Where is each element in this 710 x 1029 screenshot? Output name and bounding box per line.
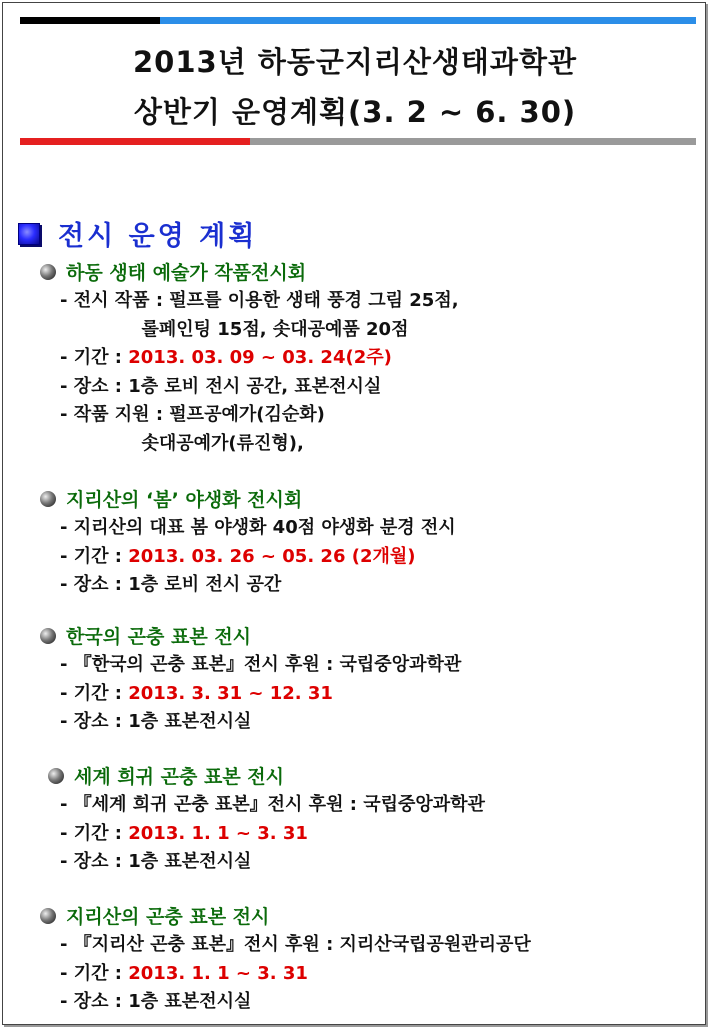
round-bullet-icon (40, 628, 56, 644)
exhibit-title (40, 902, 269, 929)
exhibit-title-text: 하동 생태 예술가 작품전시회 (66, 262, 307, 284)
header-bar-top-left (20, 17, 160, 24)
detail-text: - 전시 작품 : 펄프를 이용한 생태 풍경 그림 25점, (60, 290, 459, 311)
round-bullet-icon (40, 491, 56, 507)
exhibit-detail-line (60, 400, 325, 426)
detail-text: - 기간 : (60, 545, 129, 567)
detail-text: 롤페인팅 15점, 솟대공예품 20점 (60, 318, 409, 340)
exhibit-detail-line (60, 930, 531, 956)
exhibit-detail-line (60, 315, 408, 341)
exhibit-detail-line (60, 513, 456, 539)
exhibit-title-text: 지리산의 곤충 표본 전시 (66, 906, 270, 928)
section-heading (18, 214, 257, 253)
period-dates: 2013. 1. 1 ~ 3. 31 (128, 822, 308, 844)
period-dates: 2013. 03. 09 ~ 03. 24(2주) (128, 347, 392, 368)
exhibit-detail-line (60, 679, 333, 705)
exhibit-title-text: 세계 희귀 곤충 표본 전시 (74, 766, 284, 788)
exhibit-title-text: 한국의 곤충 표본 전시 (66, 626, 252, 648)
exhibit-title (40, 258, 306, 285)
exhibit-detail-line (60, 987, 251, 1013)
detail-text: - 『한국의 곤충 표본』전시 후원 : 국립중앙과학관 (60, 654, 462, 675)
round-bullet-icon (40, 264, 56, 280)
detail-text: - 기간 : (60, 962, 129, 984)
exhibit-detail-line (60, 650, 461, 676)
exhibit-detail-line (60, 372, 381, 398)
exhibit-detail-line (60, 286, 459, 312)
detail-text: - 장소 : 1층 표본전시실 (60, 851, 252, 872)
detail-text: - 기간 : (60, 347, 129, 368)
exhibit-detail-line (60, 847, 251, 873)
header-bar-bottom-left (20, 138, 250, 145)
detail-text: - 지리산의 대표 봄 야생화 40점 야생화 분경 전시 (60, 517, 456, 538)
exhibit-detail-line (60, 570, 281, 596)
header-bar-top-right (160, 17, 696, 24)
period-dates: 2013. 03. 26 ~ 05. 26 (2개월) (128, 545, 416, 567)
exhibit-detail-line (60, 819, 308, 845)
section-title: 전시 운영 계획 (58, 221, 258, 252)
exhibit-detail-line (60, 707, 251, 733)
square-bullet-icon (18, 223, 40, 245)
round-bullet-icon (40, 908, 56, 924)
exhibit-detail-line (60, 343, 392, 369)
exhibit-title (40, 485, 302, 512)
detail-text: - 기간 : (60, 822, 129, 844)
detail-text: 솟대공예가(류진형), (60, 432, 304, 454)
exhibit-title (48, 762, 284, 789)
exhibit-detail-line (60, 790, 485, 816)
detail-text: - 『지리산 곤충 표본』전시 후원 : 지리산국립공원관리공단 (60, 934, 531, 955)
detail-text: - 기간 : (60, 682, 129, 704)
detail-text: - 장소 : 1층 로비 전시 공간, 표본전시실 (60, 375, 382, 397)
exhibit-detail-line (60, 959, 308, 985)
page-title-line1: 2013년 하동군지리산생태과학관 (133, 45, 577, 79)
detail-text: - 장소 : 1층 로비 전시 공간 (60, 574, 282, 595)
exhibit-detail-line (60, 429, 304, 455)
exhibit-title-text: 지리산의 ‘봄’ 야생화 전시회 (66, 489, 303, 511)
detail-text: - 장소 : 1층 표본전시실 (60, 991, 252, 1012)
detail-text: - 작품 지원 : 펄프공예가(김순화) (60, 404, 325, 425)
detail-text: - 『세계 희귀 곤충 표본』전시 후원 : 국립중앙과학관 (60, 794, 485, 815)
page-title-line2: 상반기 운영계획(3. 2 ~ 6. 30) (133, 95, 577, 129)
round-bullet-icon (48, 768, 64, 784)
period-dates: 2013. 3. 31 ~ 12. 31 (128, 682, 333, 704)
exhibit-title (40, 622, 251, 649)
detail-text: - 장소 : 1층 표본전시실 (60, 711, 252, 732)
header-bar-bottom-right (250, 138, 696, 145)
period-dates: 2013. 1. 1 ~ 3. 31 (128, 962, 308, 984)
exhibit-detail-line (60, 542, 416, 568)
